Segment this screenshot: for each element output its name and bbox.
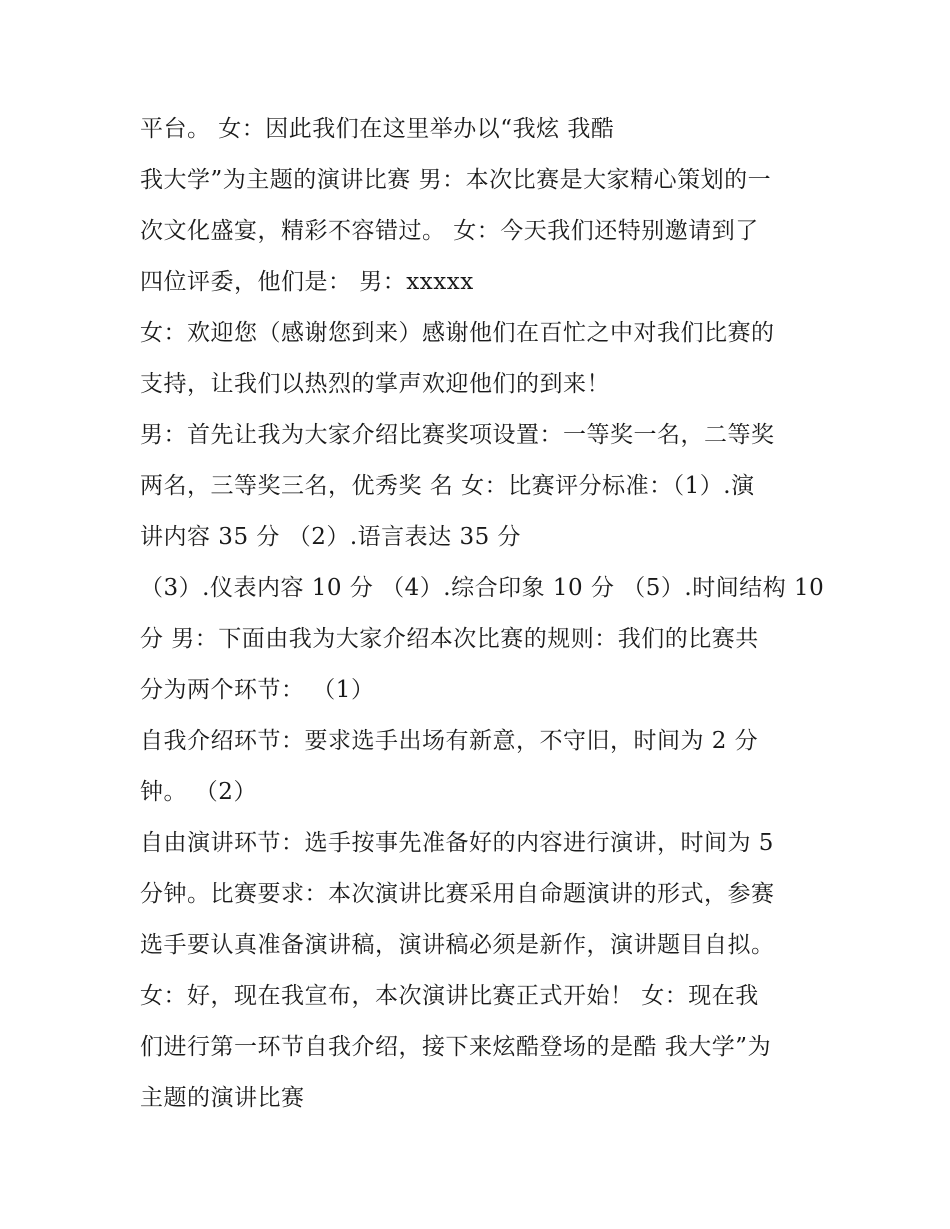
text-line: 次文化盛宴，精彩不容错过。 女：今天我们还特别邀请到了 xyxy=(140,218,759,244)
text-line: 讲内容 35 分 （2）.语言表达 35 分 xyxy=(140,524,522,550)
text-line: 分为两个环节： （1） xyxy=(140,677,375,703)
text-line: 女：欢迎您（感谢您到来）感谢他们在百忙之中对我们比赛的 xyxy=(140,320,775,346)
text-line: （3）.仪表内容 10 分 （4）.综合印象 10 分 （5）.时间结构 10 xyxy=(140,575,825,601)
text-line: 分 男：下面由我为大家介绍本次比赛的规则：我们的比赛共 xyxy=(140,626,759,652)
text-line: 分钟。比赛要求：本次演讲比赛采用自命题演讲的形式，参赛 xyxy=(140,881,775,907)
text-line: 平台。 女：因此我们在这里举办以“我炫 我酷 xyxy=(140,116,615,142)
text-line: 男：首先让我为大家介绍比赛奖项设置：一等奖一名，二等奖 xyxy=(140,422,775,448)
text-line: 两名，三等奖三名，优秀奖 名 女：比赛评分标准：（1）.演 xyxy=(140,473,755,499)
text-line: 主题的演讲比赛 xyxy=(140,1085,305,1111)
text-line: 钟。 （2） xyxy=(140,779,257,805)
text-line: 选手要认真准备演讲稿，演讲稿必须是新作，演讲题目自拟。 xyxy=(140,932,775,958)
text-line: 我大学”为主题的演讲比赛 男：本次比赛是大家精心策划的一 xyxy=(140,167,772,193)
text-line: 自我介绍环节：要求选手出场有新意，不守旧，时间为 2 分 xyxy=(140,728,759,754)
body-text xyxy=(140,104,830,1124)
text-line: 自由演讲环节：选手按事先准备好的内容进行演讲，时间为 5 xyxy=(140,830,774,856)
text-line: 女：好，现在我宣布，本次演讲比赛正式开始！ 女：现在我 xyxy=(140,983,759,1009)
text-line: 们进行第一环节自我介绍，接下来炫酷登场的是酷 我大学”为 xyxy=(140,1034,772,1060)
text-line: 四位评委，他们是： 男：xxxxx xyxy=(140,269,474,295)
text-line: 支持，让我们以热烈的掌声欢迎他们的到来！ xyxy=(140,371,610,397)
